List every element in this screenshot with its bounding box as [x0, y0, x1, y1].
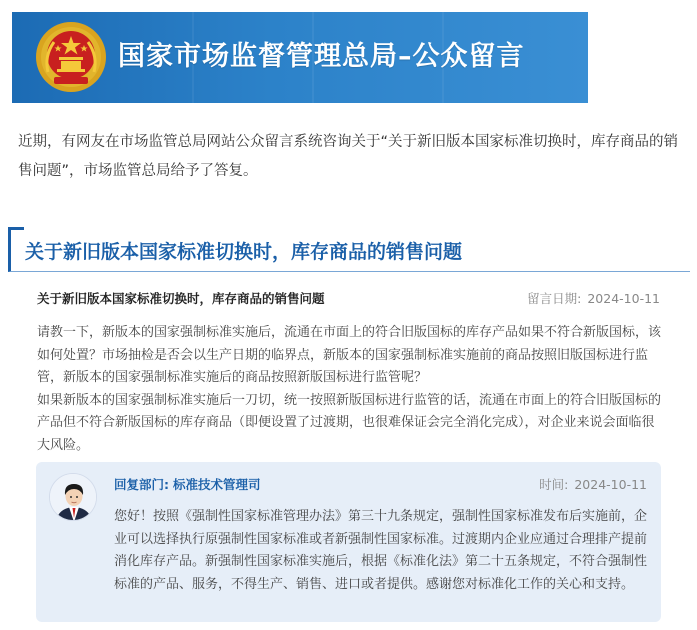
- national-emblem-icon: [34, 20, 108, 94]
- question-body: [37, 322, 667, 457]
- official-avatar-icon: [49, 473, 97, 521]
- question-date: [527, 289, 660, 307]
- reply-time-label: 时间:: [539, 477, 569, 492]
- reply-department-value: 标准技术管理司: [173, 477, 261, 492]
- reply-body: 您好！按照《强制性国家标准管理办法》第三十九条规定，强制性国家标准发布后实施前，企业可以选择执行原强制性国家标准或者新强制性国家标准。过渡期内企业应通过合理排产提前消化库存产品。新强制性国家标准实施后，根据《标准化法》第二十五条规定，不符合强制性标准的产品、服务，不得生产、销售、进口或者提供。感谢您对标准化工作的关心和支持。: [114, 509, 648, 592]
- reply-department: [114, 475, 261, 493]
- section-heading-text: 关于新旧版本国家标准切换时，库存商品的销售问题: [25, 241, 463, 263]
- question-title: 关于新旧版本国家标准切换时，库存商品的销售问题: [37, 291, 325, 306]
- banner-title: 国家市场监督管理总局–公众留言: [118, 41, 525, 72]
- header-banner: [12, 12, 588, 103]
- question-date-value: 2024-10-11: [587, 291, 660, 306]
- intro-paragraph: 近期，有网友在市场监管总局网站公众留言系统咨询关于“关于新旧版本国家标准切换时，库存商品的销售问题”，市场监管总局给予了答复。: [18, 134, 679, 179]
- reply-card: [36, 462, 661, 622]
- reply-department-label: 回复部门:: [114, 477, 169, 492]
- reply-time: [539, 475, 647, 493]
- reply-time-value: 2024-10-11: [574, 477, 647, 492]
- section-heading: [8, 227, 690, 272]
- question-paragraph-2: 如果新版本的国家强制标准实施后一刀切，统一按照新版国标进行监管的话，流通在市面上的符合旧版国标的产品但不符合新版国标的库存商品（即便设置了过渡期，也很难保证会完全消化完成），对企业来说会面临很大风险。: [37, 392, 662, 453]
- question-paragraph-1: 请教一下，新版本的国家强制标准实施后，流通在市面上的符合旧版国标的库存产品如果不符合新版国标，该如何处置？市场抽检是否会以生产日期的临界点，新版本的国家强制标准实施前的商品按照旧版国标进行监管，新版本的国家强制标准实施后的商品按照新版国标进行监管呢？: [37, 325, 662, 385]
- question-date-label: 留言日期:: [527, 291, 582, 306]
